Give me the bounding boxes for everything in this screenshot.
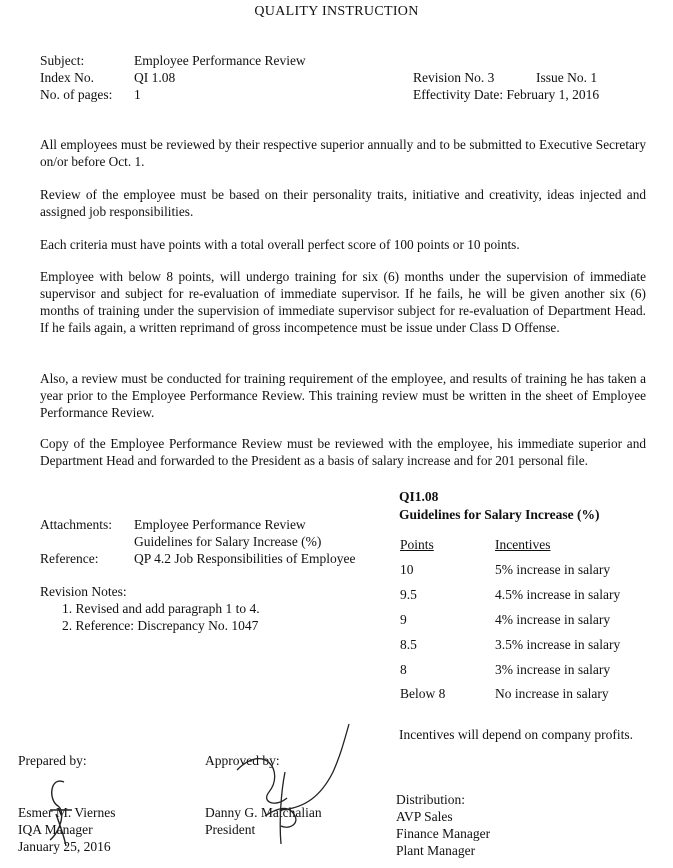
distribution-item: Plant Manager [396,843,476,858]
paragraph-4: Employee with below 8 points, will undergo training for six (6) months under the supervision of immediate supervisor and subject for re-evaluation of immediate supervisor. If he fails, he will be given another six (6) months of training under the supervision of immediate supervisor subject for re-evaluation of Department Head. If he fails again, a written reprimand of gross incompetence must be issue under Class D Offense. [40,269,646,335]
table-row-incentive: 4% increase in salary [495,612,611,627]
table-row-points: 8.5 [400,637,417,652]
subject-value: Employee Performance Review [134,53,306,68]
points-header: Points [400,537,434,552]
distribution-label: Distribution: [396,792,466,807]
revision-notes-label: Revision Notes: [40,584,127,599]
reference-label: Reference: [40,551,99,566]
approved-by-name: Danny G. Matchalian [205,805,322,820]
incentives-header: Incentives [495,537,551,552]
table-row-points: 8 [400,662,407,677]
table-row-incentive: 3.5% increase in salary [495,637,621,652]
paragraph-5: Also, a review must be conducted for training requirement of the employee, and results of training he has taken a year prior to the Employee Performance Review. This training review must be written in the sheet of Employee Performance Review. [40,371,646,420]
pages-label: No. of pages: [40,87,113,102]
table-row-incentive: No increase in salary [495,686,609,701]
prepared-by-date: January 25, 2016 [18,839,111,854]
issue-number: Issue No. 1 [536,70,598,85]
paragraph-1: All employees must be reviewed by their respective superior annually and to be submitted to Executive Secretary on/or before Oct. 1. [40,137,646,169]
table-row-incentive: 5% increase in salary [495,562,611,577]
revision-number: Revision No. 3 [413,70,495,85]
pages-value: 1 [134,87,141,102]
guidelines-code: QI1.08 [399,489,439,504]
subject-label: Subject: [40,53,85,68]
guidelines-title: Guidelines for Salary Increase (%) [399,507,600,522]
attachment-item-2: Guidelines for Salary Increase (%) [134,534,322,549]
prepared-by-position: IQA Manager [18,822,93,837]
table-row-points: Below 8 [400,686,446,701]
revision-note-2: 2. Reference: Discrepancy No. 1047 [62,618,259,633]
index-label: Index No. [40,70,94,85]
table-row-points: 10 [400,562,414,577]
table-row-points: 9 [400,612,407,627]
distribution-item: Finance Manager [396,826,491,841]
effectivity-date: Effectivity Date: February 1, 2016 [413,87,600,102]
approved-by-position: President [205,822,256,837]
incentives-note: Incentives will depend on company profits. [399,727,633,742]
table-row-points: 9.5 [400,587,417,602]
prepared-by-label: Prepared by: [18,753,87,768]
paragraph-3: Each criteria must have points with a total overall perfect score of 100 points or 10 points. [40,237,520,252]
approved-by-label: Approved by: [205,753,280,768]
table-row-incentive: 3% increase in salary [495,662,611,677]
reference-value: QP 4.2 Job Responsibilities of Employee [134,551,356,566]
revision-note-1: 1. Revised and add paragraph 1 to 4. [62,601,260,616]
paragraph-2: Review of the employee must be based on their personality traits, initiative and creativity, ideas injected and assigned job responsibilities. [40,187,646,219]
index-value: QI 1.08 [134,70,176,85]
prepared-by-name: Esmer M. Viernes [18,805,116,820]
document-title: QUALITY INSTRUCTION [254,4,419,19]
table-row-incentive: 4.5% increase in salary [495,587,621,602]
paragraph-6: Copy of the Employee Performance Review must be reviewed with the employee, his immediate superior and Department Head and forwarded to the President as a basis of salary increase and for 201 personal file. [40,436,646,468]
approved-by-signature [225,712,365,852]
distribution-item: AVP Sales [396,809,453,824]
prepared-by-signature [20,770,100,850]
attachment-item-1: Employee Performance Review [134,517,306,532]
attachments-label: Attachments: [40,517,112,532]
